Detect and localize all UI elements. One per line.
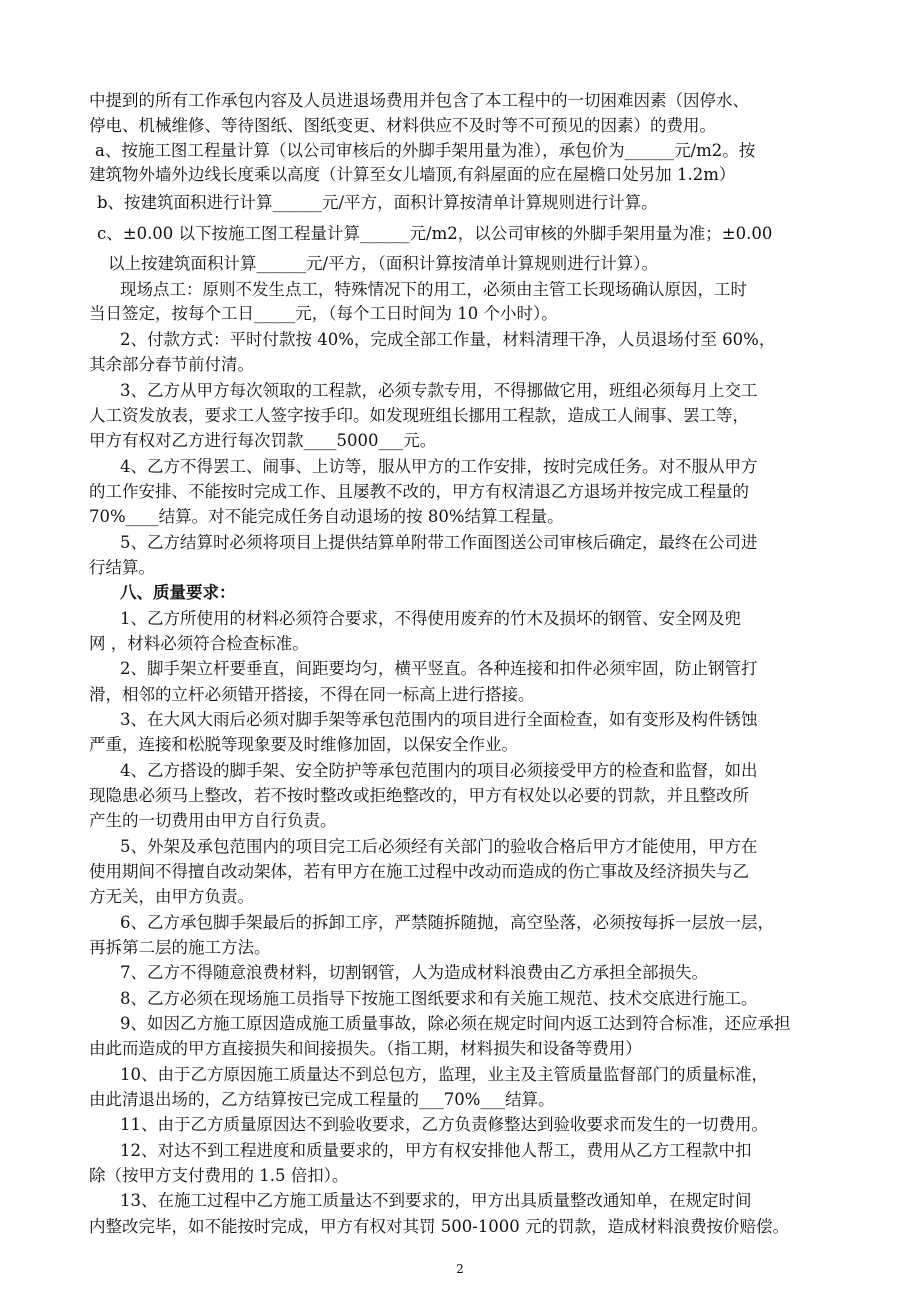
body-line: 9、如因乙方施工原因造成施工质量事故，除必须在规定时间内返工达到符合标准，还应承担 bbox=[120, 1014, 791, 1033]
body-line: a、按施工图工程量计算（以公司审核后的外脚手架用量为准），承包价为______元/m2。按 bbox=[95, 141, 756, 160]
body-line: 网 ，材料必须符合检查标准。 bbox=[89, 634, 309, 653]
body-line: 现场点工：原则不发生点工，特殊情况下的用工，必须由主管工长现场确认原因，工时 bbox=[120, 280, 747, 299]
body-line: 使用期间不得擅自改动架体，若有甲方在施工过程中改动而造成的伤亡事故及经济损失与乙 bbox=[89, 862, 749, 881]
body-line: 13、在施工过程中乙方施工质量达不到要求的，甲方出具质量整改通知单，在规定时间 bbox=[120, 1191, 752, 1210]
body-line: 停电、机械维修、等待图纸、图纸变更、材料供应不及时等不可预见的因素）的费用。 bbox=[89, 116, 716, 135]
body-line: 2、付款方式：平时付款按 40%，完成全部工作量，材料清理干净，人员退场付至 60%， bbox=[120, 330, 776, 349]
body-line: 以上按建筑面积计算______元/平方，（面积计算按清单计算规则进行计算）。 bbox=[108, 254, 659, 273]
body-line: 人工资发放表，要求工人签字按手印。如发现班组长挪用工程款，造成工人闹事、罢工等， bbox=[89, 406, 749, 425]
body-line: 5、外架及承包范围内的项目完工后必须经有关部门的验收合格后甲方才能使用，甲方在 bbox=[120, 837, 758, 856]
body-line: 当日签定，按每个工日_____元，（每个工日时间为 10 个小时）。 bbox=[89, 304, 558, 323]
body-line: 5、乙方结算时必须将项目上提供结算单附带工作面图送公司审核后确定，最终在公司进 bbox=[120, 533, 758, 552]
body-line: 70%____结算。对不能完成任务自动退场的按 80%结算工程量。 bbox=[89, 507, 564, 526]
body-line: 其余部分春节前付清。 bbox=[89, 355, 254, 374]
body-line: 12、对达不到工程进度和质量要求的，甲方有权安排他人帮工，费用从乙方工程款中扣 bbox=[120, 1141, 752, 1160]
body-line: b、按建筑面积进行计算______元/平方，面积计算按清单计算规则进行计算。 bbox=[97, 193, 658, 212]
body-line: 3、在大风大雨后必须对脚手架等承包范围内的项目进行全面检查，如有变形及构件锈蚀 bbox=[120, 710, 758, 729]
body-line: 1、乙方所使用的材料必须符合要求，不得使用废弃的竹木及损坏的钢管、安全网及兜 bbox=[120, 609, 741, 628]
body-line: 再拆第二层的施工方法。 bbox=[89, 938, 271, 957]
body-line: 内整改完毕，如不能按时完成，甲方有权对其罚 500-1000 元的罚款，造成材料浪费按价赔偿。 bbox=[89, 1217, 790, 1236]
body-line: 由此清退出场的，乙方结算按已完成工程量的___70%___结算。 bbox=[89, 1090, 555, 1109]
body-line: 7、乙方不得随意浪费材料，切割钢管，人为造成材料浪费由乙方承担全部损失。 bbox=[120, 963, 708, 982]
body-line: 甲方有权对乙方进行每次罚款____5000___元。 bbox=[89, 431, 437, 450]
body-line: 4、乙方搭设的脚手架、安全防护等承包范围内的项目必须接受甲方的检查和监督，如出 bbox=[120, 761, 758, 780]
body-line: 产生的一切费用由甲方自行负责。 bbox=[89, 811, 337, 830]
body-line: 8、乙方必须在现场施工员指导下按施工图纸要求和有关施工规范、技术交底进行施工。 bbox=[120, 989, 758, 1008]
body-line: 建筑物外墙外边线长度乘以高度（计算至女儿墙顶,有斜屋面的应在屋檐口处另加 1.2m） bbox=[89, 165, 736, 184]
body-line: 除（按甲方支付费用的 1.5 倍扣）。 bbox=[89, 1166, 349, 1185]
body-line: 滑，相邻的立杆必须错开搭接，不得在同一标高上进行搭接。 bbox=[89, 685, 535, 704]
body-line: 2、脚手架立杆要垂直，间距要均匀，横平竖直。各种连接和扣件必须牢固，防止钢管打 bbox=[120, 659, 758, 678]
body-line: 11、由于乙方质量原因达不到验收要求，乙方负责修整达到验收要求而发生的一切费用。 bbox=[120, 1115, 768, 1134]
body-line: 4、乙方不得罢工、闹事、上访等，服从甲方的工作安排，按时完成任务。对不服从甲方 bbox=[120, 457, 758, 476]
body-line: 行结算。 bbox=[89, 558, 155, 577]
body-line: 的工作安排、不能按时完成工作、且屡教不改的，甲方有权清退乙方退场并按完成工程量的 bbox=[89, 482, 749, 501]
body-line: 由此而造成的甲方直接损失和间接损失。（指工期，材料损失和设备等费用） bbox=[89, 1039, 642, 1058]
page-number: 2 bbox=[456, 1262, 464, 1276]
body-line: c、±0.00 以下按施工图工程量计算______元/m2，以公司审核的外脚手架用量为准；±0.00 bbox=[97, 224, 773, 243]
body-line: 10、由于乙方原因施工质量达不到总包方，监理，业主及主管质量监督部门的质量标准， bbox=[120, 1065, 768, 1084]
body-line: 3、乙方从甲方每次领取的工程款，必须专款专用，不得挪做它用，班组必须每月上交工 bbox=[120, 381, 758, 400]
section-heading: 八、质量要求： bbox=[120, 583, 236, 602]
body-line: 方无关，由甲方负责。 bbox=[89, 887, 254, 906]
body-line: 严重，连接和松脱等现象要及时维修加固，以保安全作业。 bbox=[89, 735, 518, 754]
body-line: 6、乙方承包脚手架最后的拆卸工序，严禁随拆随抛，高空坠落，必须按每拆一层放一层， bbox=[120, 913, 774, 932]
body-line: 现隐患必须马上整改，若不按时整改或拒绝整改的，甲方有权处以必要的罚款，并且整改所 bbox=[89, 786, 749, 805]
body-line: 中提到的所有工作承包内容及人员进退场费用并包含了本工程中的一切困难因素（因停水、 bbox=[89, 91, 749, 110]
